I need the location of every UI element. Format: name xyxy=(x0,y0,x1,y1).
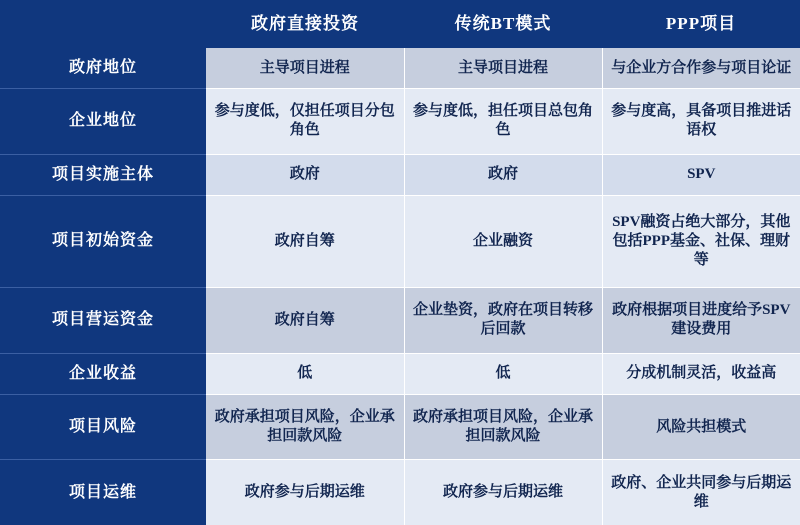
cell-enterprise-return-bt-mode: 低 xyxy=(404,353,602,394)
cell-enterprise-return-gov-direct: 低 xyxy=(206,353,404,394)
table-corner-cell xyxy=(0,0,206,48)
table-header-row xyxy=(0,0,800,48)
cell-project-operation-bt-mode: 政府参与后期运维 xyxy=(404,460,602,525)
table-row xyxy=(0,88,800,154)
cell-implementation-body-ppp: SPV xyxy=(602,154,800,195)
cell-project-risk-ppp: 风险共担模式 xyxy=(602,394,800,460)
row-label-implementation-body: 项目实施主体 xyxy=(0,154,206,195)
cell-operating-funding-gov-direct: 政府自筹 xyxy=(206,287,404,353)
row-label-enterprise-status: 企业地位 xyxy=(0,88,206,154)
table-row xyxy=(0,460,800,525)
table-row xyxy=(0,195,800,287)
table-row xyxy=(0,353,800,394)
cell-project-operation-gov-direct: 政府参与后期运维 xyxy=(206,460,404,525)
table-row xyxy=(0,154,800,195)
cell-project-risk-bt-mode: 政府承担项目风险，企业承担回款风险 xyxy=(404,394,602,460)
cell-enterprise-status-ppp: 参与度高，具备项目推进话语权 xyxy=(602,88,800,154)
cell-enterprise-status-gov-direct: 参与度低，仅担任项目分包角色 xyxy=(206,88,404,154)
table-row xyxy=(0,287,800,353)
cell-project-operation-ppp: 政府、企业共同参与后期运维 xyxy=(602,460,800,525)
row-label-gov-status: 政府地位 xyxy=(0,48,206,88)
column-header-gov-direct: 政府直接投资 xyxy=(206,0,404,48)
cell-initial-funding-ppp: SPV融资占绝大部分，其他包括PPP基金、社保、理财等 xyxy=(602,195,800,287)
row-label-project-risk: 项目风险 xyxy=(0,394,206,460)
cell-operating-funding-ppp: 政府根据项目进度给予SPV建设费用 xyxy=(602,287,800,353)
column-header-bt-mode: 传统BT模式 xyxy=(404,0,602,48)
cell-implementation-body-bt-mode: 政府 xyxy=(404,154,602,195)
row-label-project-operation: 项目运维 xyxy=(0,460,206,525)
cell-implementation-body-gov-direct: 政府 xyxy=(206,154,404,195)
table-row xyxy=(0,48,800,88)
cell-gov-status-ppp: 与企业方合作参与项目论证 xyxy=(602,48,800,88)
table-row xyxy=(0,394,800,460)
cell-gov-status-gov-direct: 主导项目进程 xyxy=(206,48,404,88)
cell-initial-funding-gov-direct: 政府自筹 xyxy=(206,195,404,287)
cell-enterprise-return-ppp: 分成机制灵活，收益高 xyxy=(602,353,800,394)
cell-project-risk-gov-direct: 政府承担项目风险，企业承担回款风险 xyxy=(206,394,404,460)
cell-gov-status-bt-mode: 主导项目进程 xyxy=(404,48,602,88)
cell-operating-funding-bt-mode: 企业垫资，政府在项目转移后回款 xyxy=(404,287,602,353)
row-label-enterprise-return: 企业收益 xyxy=(0,353,206,394)
cell-initial-funding-bt-mode: 企业融资 xyxy=(404,195,602,287)
cell-enterprise-status-bt-mode: 参与度低，担任项目总包角色 xyxy=(404,88,602,154)
row-label-operating-funding: 项目营运资金 xyxy=(0,287,206,353)
row-label-initial-funding: 项目初始资金 xyxy=(0,195,206,287)
column-header-ppp-project: PPP项目 xyxy=(602,0,800,48)
